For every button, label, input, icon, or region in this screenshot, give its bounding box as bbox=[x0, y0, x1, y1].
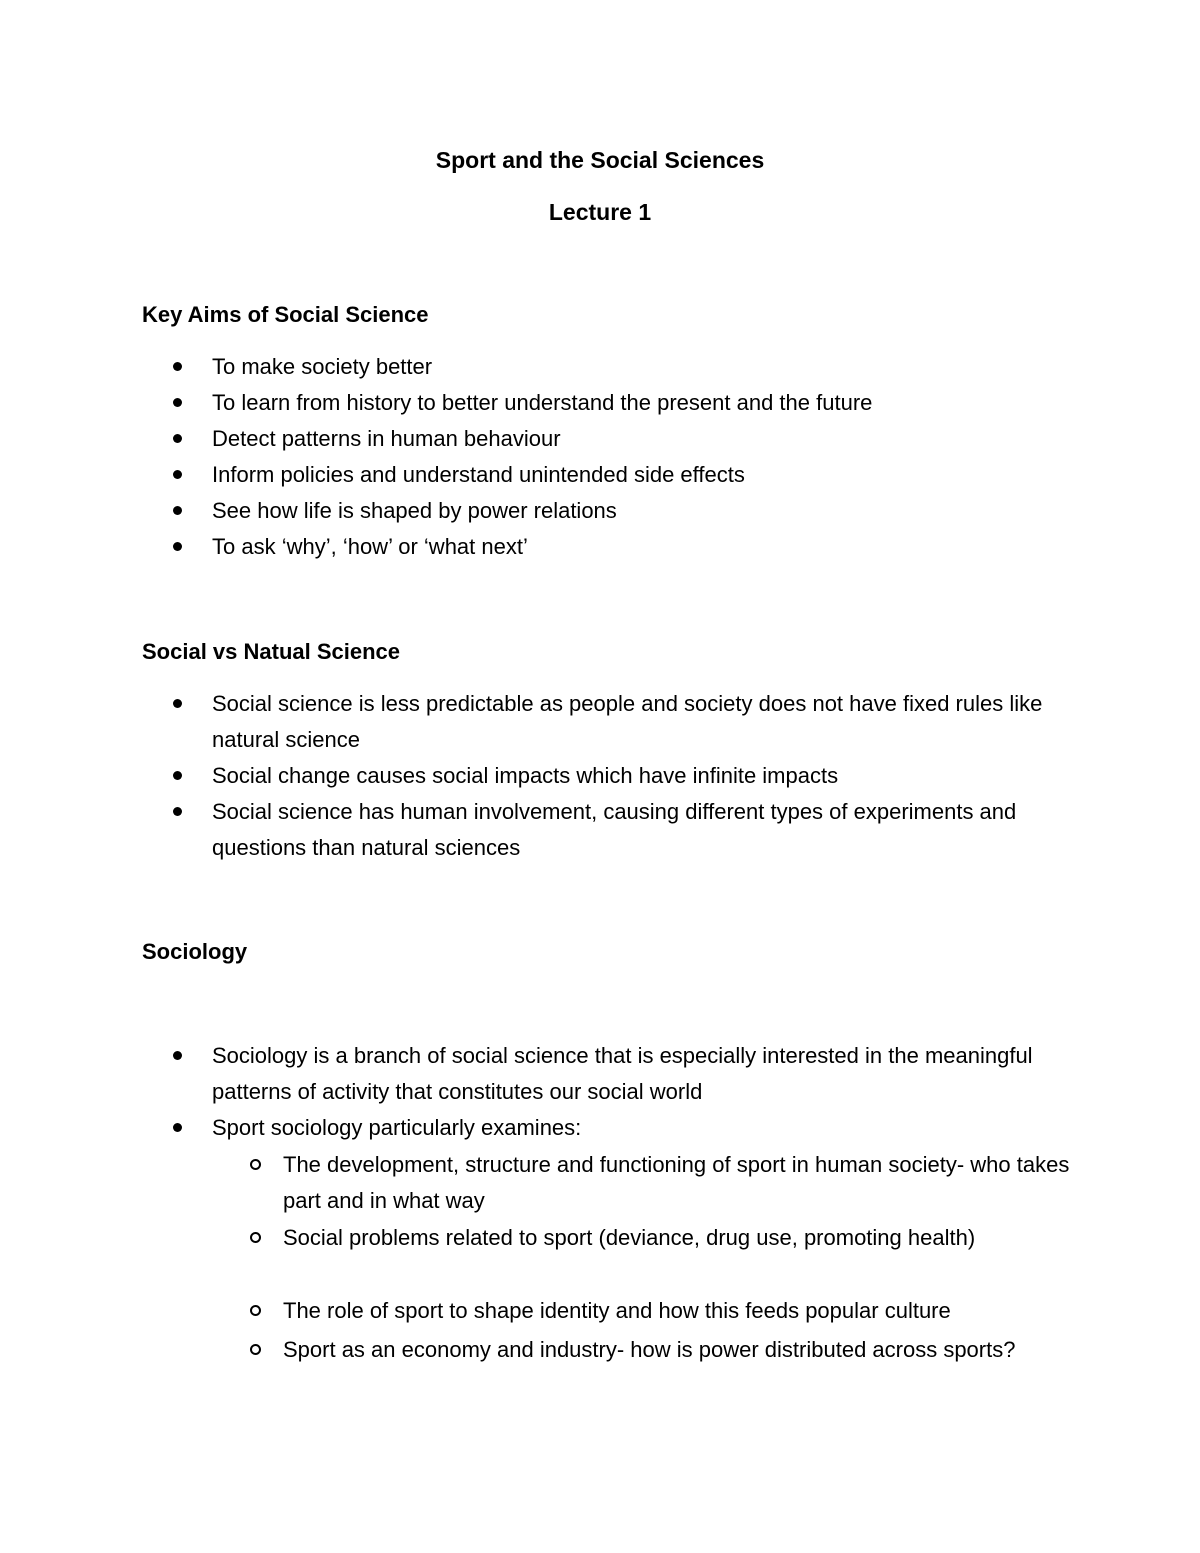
sub-list-item bbox=[283, 1147, 1073, 1219]
section-heading-key-aims: Key Aims of Social Science bbox=[142, 302, 429, 327]
hollow-bullet-icon bbox=[250, 1305, 261, 1316]
sub-list-item-text: Sport as an economy and industry- how is power distributed across sports? bbox=[283, 1337, 1016, 1362]
hollow-bullet-icon bbox=[250, 1232, 261, 1243]
bullet-icon bbox=[173, 1051, 182, 1060]
bullet-icon bbox=[173, 807, 182, 816]
list-item bbox=[212, 686, 1072, 758]
sub-list-item-text: The role of sport to shape identity and how this feeds popular culture bbox=[283, 1298, 951, 1323]
bullet-icon bbox=[173, 434, 182, 443]
list-item bbox=[212, 794, 1072, 866]
sub-list-item bbox=[283, 1220, 1073, 1256]
bullet-icon bbox=[173, 506, 182, 515]
list-item bbox=[212, 457, 1072, 493]
list-item-text: Sociology is a branch of social science that is especially interested in the meaningful patterns of activity that constitutes our social world bbox=[212, 1043, 1033, 1104]
list-item bbox=[212, 349, 1072, 385]
list-item bbox=[212, 493, 1072, 529]
sub-list-item-text: The development, structure and functioning of sport in human society- who takes part and in what way bbox=[283, 1152, 1070, 1213]
document-title: Sport and the Social Sciences bbox=[435, 147, 765, 173]
section-heading-sociology: Sociology bbox=[142, 939, 248, 964]
sub-list-item bbox=[283, 1293, 1073, 1329]
sub-list-item bbox=[283, 1332, 1073, 1368]
section-heading-social-vs-natural: Social vs Natual Science bbox=[142, 639, 401, 664]
list-item bbox=[212, 1110, 1072, 1146]
list-item bbox=[212, 385, 1072, 421]
list-item-text: Inform policies and understand unintended side effects bbox=[212, 462, 745, 487]
list-item bbox=[212, 421, 1072, 457]
list-item-text: Sport sociology particularly examines: bbox=[212, 1115, 582, 1140]
list-item-text: Detect patterns in human behaviour bbox=[212, 426, 561, 451]
list-item-text: Social change causes social impacts which have infinite impacts bbox=[212, 763, 839, 788]
list-item-text: To ask ‘why’, ‘how’ or ‘what next’ bbox=[212, 534, 528, 559]
list-item-text: Social science is less predictable as people and society does not have fixed rules like natural science bbox=[212, 691, 1043, 752]
list-item-text: See how life is shaped by power relations bbox=[212, 498, 617, 523]
list-item-text: Social science has human involvement, causing different types of experiments and questions than natural sciences bbox=[212, 799, 1017, 860]
list-item-text: To learn from history to better understand the present and the future bbox=[212, 390, 873, 415]
hollow-bullet-icon bbox=[250, 1159, 261, 1170]
document-subtitle: Lecture 1 bbox=[548, 199, 652, 225]
list-item-text: To make society better bbox=[212, 354, 433, 379]
bullet-icon bbox=[173, 362, 182, 371]
bullet-icon bbox=[173, 771, 182, 780]
bullet-icon bbox=[173, 542, 182, 551]
bullet-icon bbox=[173, 470, 182, 479]
list-item bbox=[212, 758, 1072, 794]
bullet-icon bbox=[173, 1123, 182, 1132]
bullet-icon bbox=[173, 699, 182, 708]
sub-list-item-text: Social problems related to sport (deviance, drug use, promoting health) bbox=[283, 1225, 976, 1250]
hollow-bullet-icon bbox=[250, 1344, 261, 1355]
bullet-icon bbox=[173, 398, 182, 407]
list-item bbox=[212, 1038, 1072, 1110]
list-item bbox=[212, 529, 1072, 565]
